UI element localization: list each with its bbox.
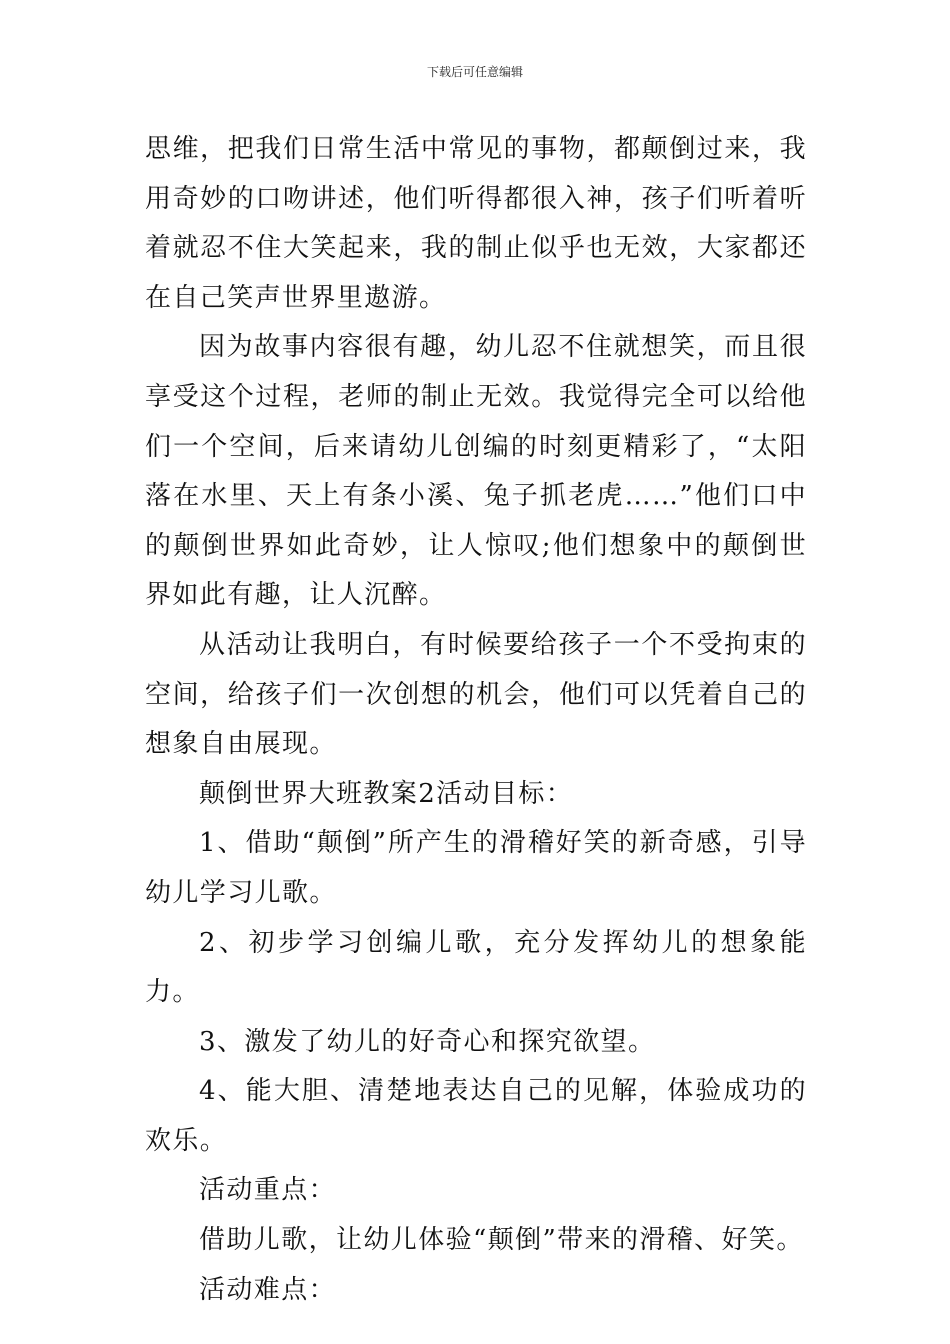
- paragraph-1: 思维，把我们日常生活中常见的事物，都颠倒过来，我用奇妙的口吻讲述，他们听得都很入神，孩子们听着听着就忍不住大笑起来，我的制止似乎也无效，大家都还在自己笑声世界里遨游。: [145, 134, 807, 313]
- key-point-text: 借助儿歌，让幼儿体验“颠倒”带来的滑稽、好笑。: [199, 1225, 804, 1256]
- section-heading-key-point: 活动重点：: [199, 1175, 337, 1206]
- section-heading-difficulty: 活动难点：: [199, 1274, 337, 1305]
- goal-item-3: 3、激发了幼儿的好奇心和探究欲望。: [199, 1026, 656, 1057]
- goal-item-1: 1、借助“颠倒”所产生的滑稽好笑的新奇感，引导幼儿学习儿歌。: [145, 828, 807, 908]
- section-heading-goals: 颠倒世界大班教案2活动目标：: [199, 778, 574, 809]
- paragraph-3: 从活动让我明白，有时候要给孩子一个不受拘束的空间，给孩子们一次创想的机会，他们可以凭着自己的想象自由展现。: [145, 629, 807, 760]
- document-body: [145, 125, 807, 1315]
- goal-item-2: 2、初步学习创编儿歌，充分发挥幼儿的想象能力。: [145, 927, 807, 1008]
- page-header: 下载后可任意编辑: [426, 65, 523, 79]
- goal-item-4: 4、能大胆、清楚地表达自己的见解，体验成功的欢乐。: [145, 1076, 807, 1156]
- paragraph-2: 因为故事内容很有趣，幼儿忍不住就想笑，而且很享受这个过程，老师的制止无效。我觉得完全可以给他们一个空间，后来请幼儿创编的时刻更精彩了，“太阳落在水里、天上有条小溪、兔子抓老虎……”他们口中的颠倒世界如此奇妙，让人惊叹;他们想象中的颠倒世界如此有趣，让人沉醉。: [145, 332, 807, 611]
